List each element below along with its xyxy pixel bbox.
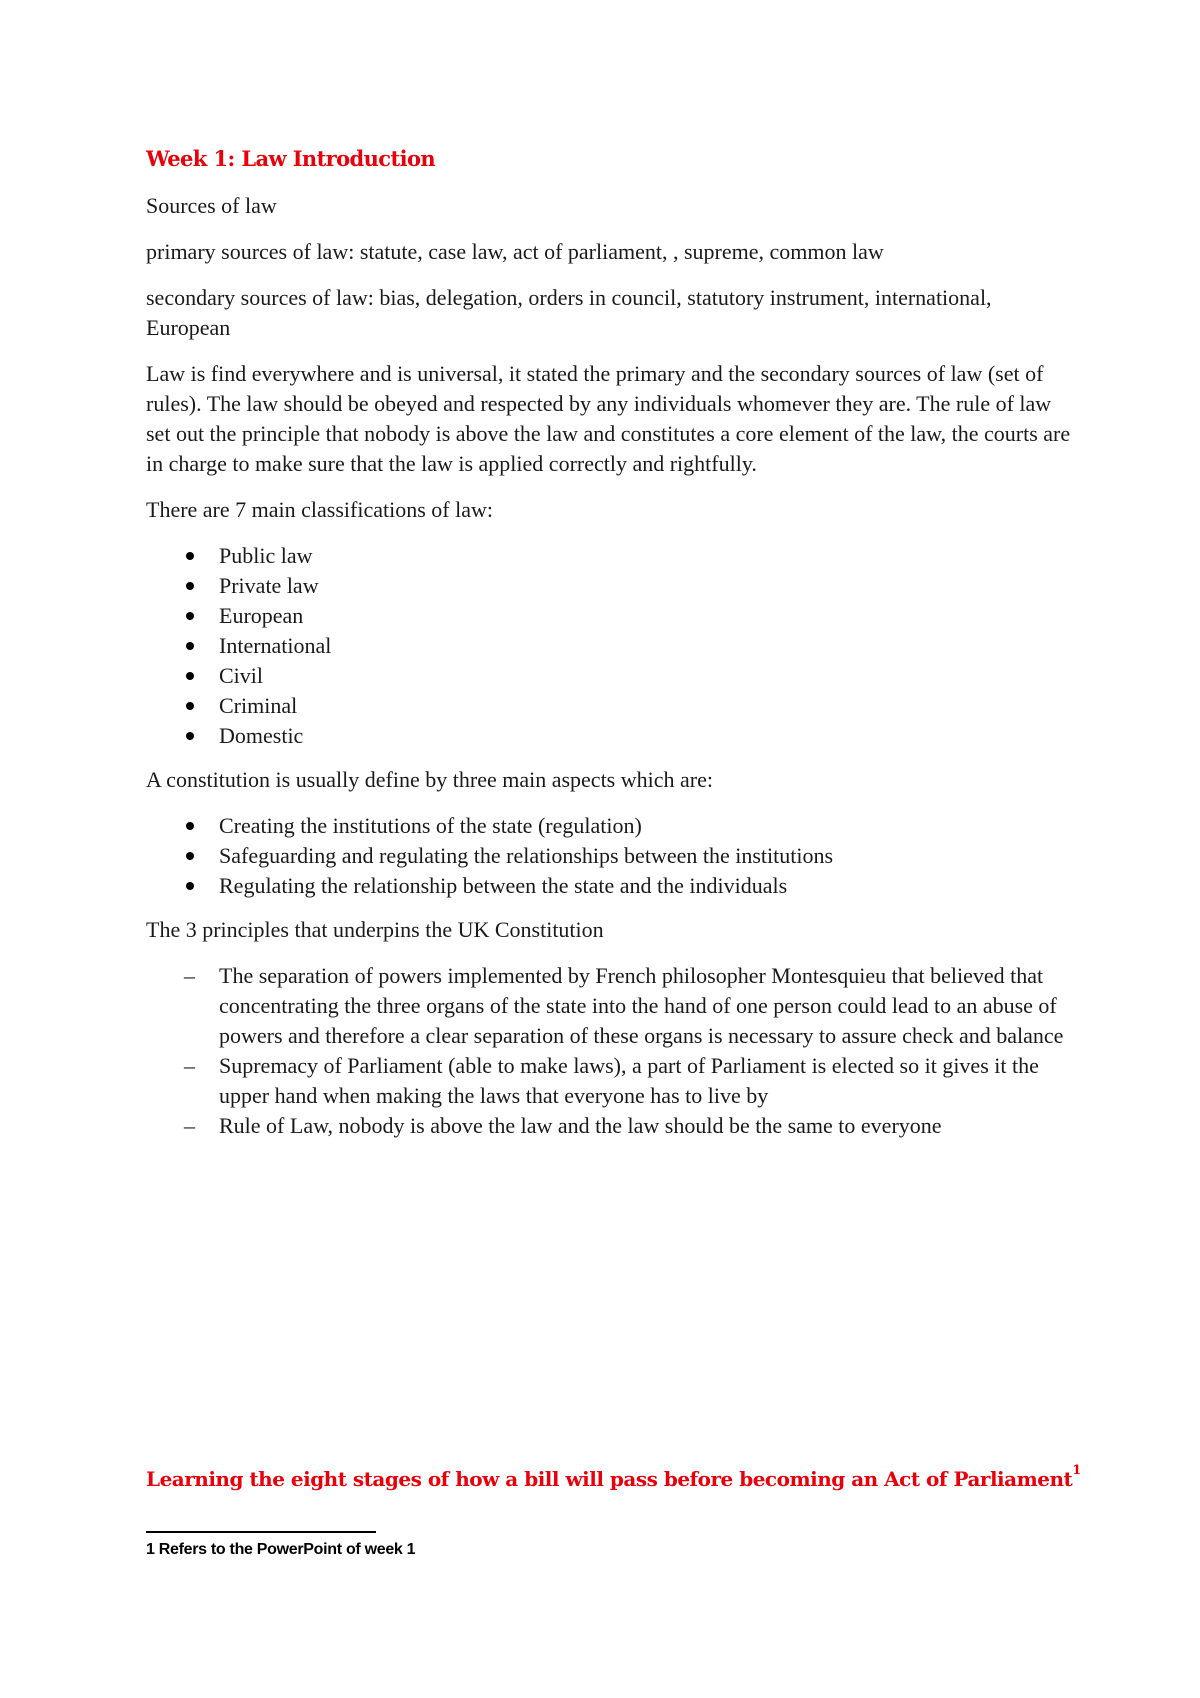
list-item: – Supremacy of Parliament (able to make laws), a part of Parliament is elected so it gives it the upper hand when making the laws that everyone has to live by	[146, 1051, 1076, 1111]
list-item: International	[146, 631, 1076, 661]
list-item: Creating the institutions of the state (regulation)	[146, 811, 1076, 841]
list-item: Regulating the relationship between the state and the individuals	[146, 871, 1076, 901]
list-item: – Rule of Law, nobody is above the law and the law should be the same to everyone	[146, 1111, 1076, 1141]
principles-intro: The 3 principles that underpins the UK Constitution	[146, 917, 604, 942]
bill-stages-heading	[146, 1463, 1081, 1491]
page-title: Week 1: Law Introduction	[146, 146, 436, 171]
footnote-text: 1 Refers to the PowerPoint of week 1	[146, 1541, 416, 1558]
classifications-intro: There are 7 main classifications of law:	[146, 497, 493, 522]
primary-sources-text: primary sources of law: statute, case law, act of parliament, , supreme, common law	[146, 239, 884, 264]
constitution-intro: A constitution is usually define by three main aspects which are:	[146, 767, 713, 792]
list-item: Safeguarding and regulating the relationships between the institutions	[146, 841, 1076, 871]
sources-heading: Sources of law	[146, 193, 277, 218]
list-item: Domestic	[146, 721, 1076, 751]
list-item: Criminal	[146, 691, 1076, 721]
list-item: Private law	[146, 571, 1076, 601]
bill-stages-heading-text: Learning the eight stages of how a bill will pass before becoming an Act of Parliament	[146, 1467, 1073, 1491]
principles-list	[146, 961, 1076, 1141]
list-item: European	[146, 601, 1076, 631]
document-page	[146, 0, 1081, 1698]
footnote-reference[interactable]: 1	[1072, 1463, 1081, 1478]
list-item: Public law	[146, 541, 1076, 571]
list-item: – The separation of powers implemented by French philosopher Montesquieu that believed that concentrating the three organs of the state into the hand of one person could lead to an abuse of powers and therefore a clear separation of these organs is necessary to assure check and balance	[146, 961, 1076, 1051]
constitution-aspects-list	[146, 811, 1076, 901]
list-item: Civil	[146, 661, 1076, 691]
secondary-sources-text: secondary sources of law: bias, delegation, orders in council, statutory instrument, international, European	[146, 285, 992, 340]
classifications-list	[146, 541, 1076, 751]
law-paragraph: Law is find everywhere and is universal, it stated the primary and the secondary sources of law (set of rules). The law should be obeyed and respected by any individuals whomever they are. The rule of law set out the principle that nobody is above the law and constitutes a core element of the law, the courts are in charge to make sure that the law is applied correctly and rightfully.	[146, 361, 1071, 476]
document-body	[146, 191, 1076, 1155]
footnote-divider	[146, 1531, 376, 1533]
